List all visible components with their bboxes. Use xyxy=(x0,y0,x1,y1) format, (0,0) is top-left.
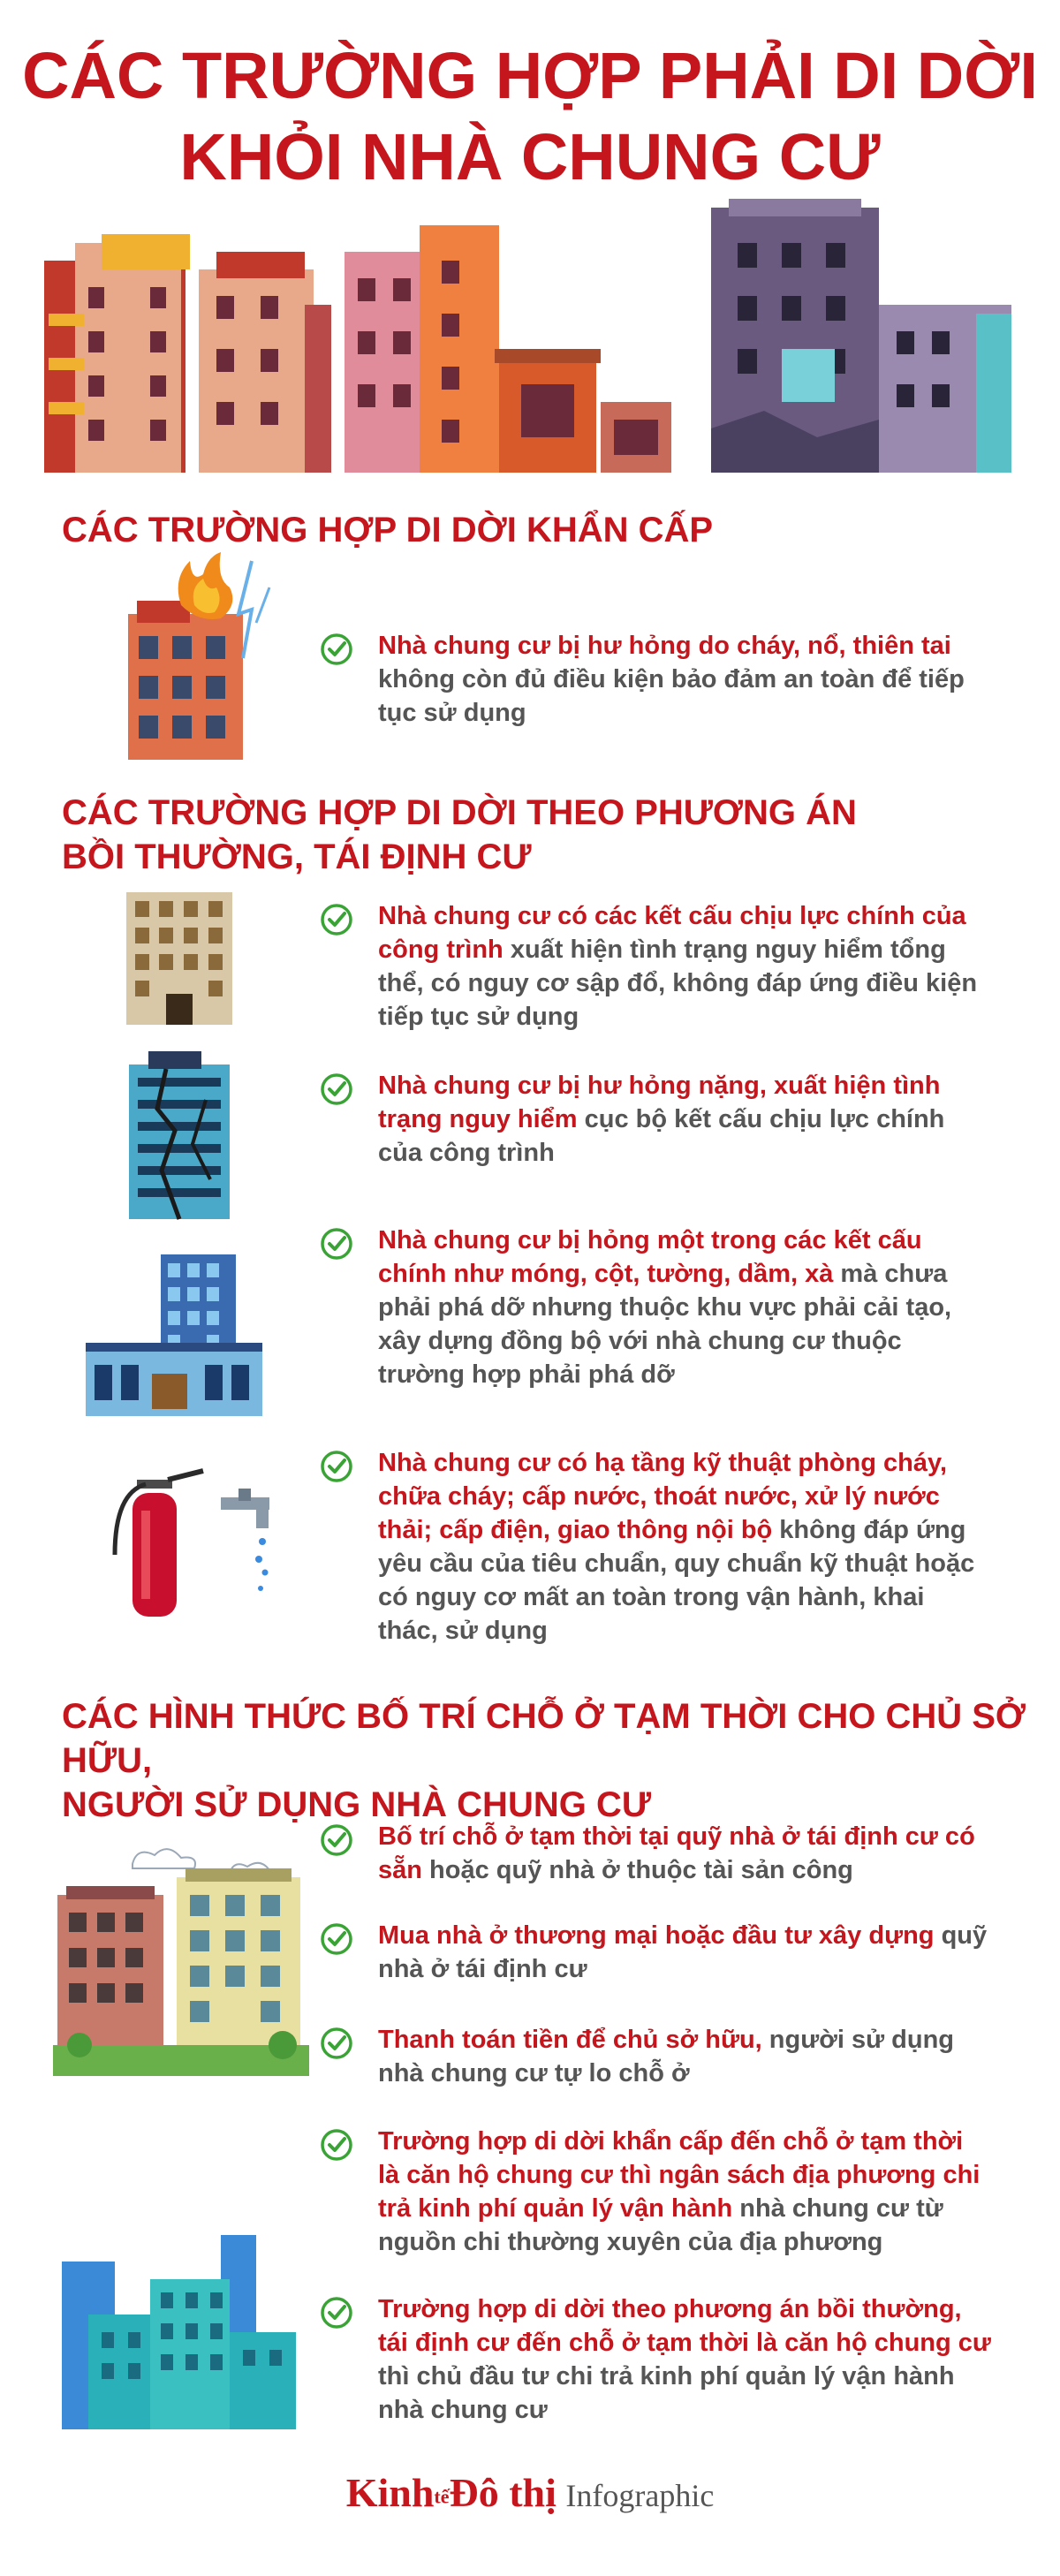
list-item: Nhà chung cư có các kết cấu chịu lực chính của công trình xuất hiện tình trạng nguy hiểm tổng thể, có nguy cơ sập đổ, không đáp ứng điều kiện tiếp tục sử dụng xyxy=(320,899,991,1034)
title-line-1: CÁC TRƯỜNG HỢP PHẢI DI DỜI xyxy=(22,39,1038,112)
title-line-2: KHỎI NHÀ CHUNG CƯ xyxy=(179,120,881,193)
infographic-label: Infographic xyxy=(565,2478,715,2513)
check-circle-icon xyxy=(320,1227,353,1261)
section-heading-emergency: CÁC TRƯỜNG HỢP DI DỜI KHẨN CẤP xyxy=(62,511,714,549)
check-circle-icon xyxy=(320,2296,353,2330)
check-circle-icon xyxy=(320,903,353,936)
check-circle-icon xyxy=(320,633,353,666)
list-item: Mua nhà ở thương mại hoặc đầu tư xây dựng quỹ nhà ở tái định cư xyxy=(320,1919,991,1986)
list-item: Trường hợp di dời khẩn cấp đến chỗ ở tạm thời là căn hộ chung cư thì ngân sách địa phương chi trả kinh phí quản lý vận hành nhà chung cư từ nguồn chi thường xuyên của địa phương xyxy=(320,2125,991,2259)
section-heading-temporary-housing: CÁC HÌNH THỨC BỐ TRÍ CHỖ Ở TẠM THỜI CHO CHỦ SỞ HỮU, NGƯỜI SỬ DỤNG NHÀ CHUNG CƯ xyxy=(62,1697,1026,1824)
burning-building-icon xyxy=(119,552,296,764)
list-item: Thanh toán tiền để chủ sở hữu, người sử dụng nhà chung cư tự lo chỗ ở xyxy=(320,2023,991,2090)
city-buildings-icon xyxy=(53,1842,309,2080)
footer-brand xyxy=(0,2469,1060,2516)
fire-extinguisher-icon xyxy=(106,1458,212,1625)
check-circle-icon xyxy=(320,1450,353,1483)
check-circle-icon xyxy=(320,1922,353,1956)
list-item: Nhà chung cư bị hư hỏng nặng, xuất hiện tình trạng nguy hiểm cục bộ kết cấu chịu lực chính của công trình xyxy=(320,1069,991,1170)
list-item: Trường hợp di dời theo phương án bồi thường, tái định cư đến chỗ ở tạm thời là căn hộ chung cư thì chủ đầu tư chi trả kinh phí quản lý vận hành nhà chung cư xyxy=(320,2292,991,2427)
check-circle-icon xyxy=(320,1823,353,1857)
brand-logo: KinhtếĐô thị xyxy=(345,2470,556,2515)
water-tap-icon xyxy=(216,1484,278,1599)
page-title xyxy=(0,35,1060,198)
list-item: Nhà chung cư bị hỏng một trong các kết cấu chính như móng, cột, tường, dầm, xà mà chưa phải phá dỡ nhưng thuộc khu vực phải cải tạo, xây dựng đồng bộ với nhà chung cư thuộc trường hợp phải phá dỡ xyxy=(320,1224,991,1391)
check-circle-icon xyxy=(320,2128,353,2162)
old-building-icon xyxy=(122,888,237,1029)
list-item: Bố trí chỗ ở tạm thời tại quỹ nhà ở tái định cư có sẵn hoặc quỹ nhà ở thuộc tài sản công xyxy=(320,1820,991,1887)
check-circle-icon xyxy=(320,1072,353,1106)
damaged-buildings-illustration xyxy=(40,199,1020,477)
check-circle-icon xyxy=(320,2027,353,2060)
list-item: Nhà chung cư bị hư hỏng do cháy, nổ, thiên tai không còn đủ điều kiện bảo đảm an toàn để tiếp tục sử dụng xyxy=(320,629,991,730)
section-heading-compensation: CÁC TRƯỜNG HỢP DI DỜI THEO PHƯƠNG ÁN BỒI THƯỜNG, TÁI ĐỊNH CƯ xyxy=(62,793,857,876)
list-item: Nhà chung cư có hạ tầng kỹ thuật phòng cháy, chữa cháy; cấp nước, thoát nước, xử lý nước thải; cấp điện, giao thông nội bộ không đáp ứng yêu cầu của tiêu chuẩn, quy chuẩn kỹ thuật hoặc có nguy cơ mất an toàn trong vận hành, khai thác, sử dụng xyxy=(320,1446,991,1648)
cracked-building-icon xyxy=(122,1047,237,1224)
teal-buildings-icon xyxy=(53,2226,300,2429)
damaged-building-icon xyxy=(81,1250,267,1418)
